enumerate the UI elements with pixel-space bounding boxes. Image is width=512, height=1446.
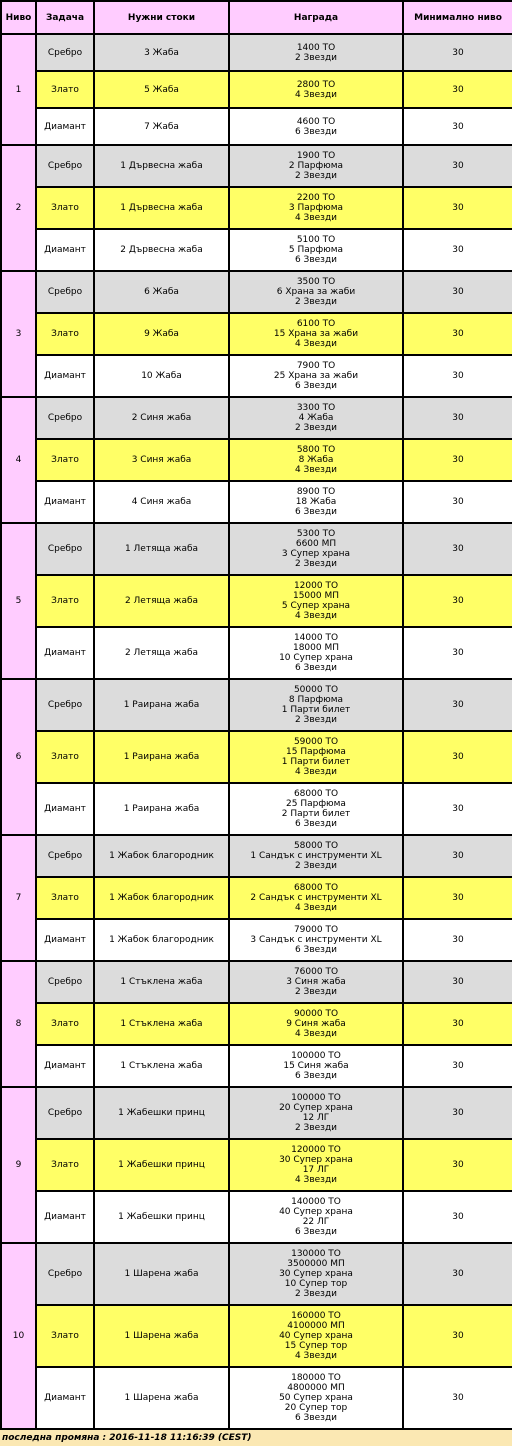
min-level-cell: 30 [403,187,512,229]
reward-cell [229,961,403,1003]
last-modified: последна промяна : 2016-11-18 11:16:39 (CEST) [2,1433,252,1443]
task-cell: Злато [36,71,94,108]
reward-line: 180000 ТО [291,1373,341,1383]
reward-line: 2 Звезди [294,559,338,569]
reward-line: 30 Супер храна [279,1155,353,1165]
task-cell: Злато [36,731,94,783]
reward-line: 100000 ТО [291,1093,341,1103]
reward-line: 40 Супер храна [279,1331,353,1341]
min-level-cell: 30 [403,439,512,481]
task-cell: Диамант [36,1045,94,1087]
reward-cell [229,229,403,271]
reward-line: 6 Звезди [294,126,338,137]
reward-line: 22 ЛГ [302,1217,330,1227]
table-row [1,397,512,439]
reward-cell [229,1191,403,1243]
table-row [1,313,512,355]
reward-line: 4100000 МП [287,1321,345,1331]
table-row [1,71,512,108]
reward-line: 160000 ТО [291,1311,341,1321]
reward-line: 10 Супер тор [284,1279,348,1289]
goods-cell: 1 Шарена жаба [94,1367,229,1429]
table-row [1,1305,512,1367]
reward-line: 2 Звезди [294,297,338,307]
goods-cell: 6 Жаба [94,271,229,313]
goods-cell: 1 Жабешки принц [94,1087,229,1139]
reward-line: 50 Супер храна [279,1393,353,1403]
reward-line: 15 Парфюма [286,747,346,757]
reward-line: 4 Звезди [294,1029,338,1039]
reward-line: 6 Звезди [294,1227,338,1237]
reward-line: 4 Звезди [294,465,338,475]
task-cell: Злато [36,1003,94,1045]
goods-cell: 3 Жаба [94,34,229,71]
level-cell: 8 [1,961,36,1087]
header-level: Ниво [1,1,36,34]
reward-line: 3 Сандък с инструменти XL [250,935,382,945]
reward-line: 2 Звезди [294,987,338,997]
reward-cell [229,145,403,187]
reward-cell [229,835,403,877]
reward-cell [229,1045,403,1087]
table-row [1,229,512,271]
header-reward: Награда [229,1,403,34]
min-level-cell: 30 [403,731,512,783]
reward-line: 68000 ТО [293,789,339,799]
goods-cell: 1 Жабок благородник [94,877,229,919]
reward-line: 4800000 МП [287,1383,345,1393]
reward-line: 3500 ТО [296,277,336,287]
reward-line: 20 Супер храна [279,1103,353,1113]
table-row [1,1003,512,1045]
level-cell: 10 [1,1243,36,1429]
reward-line: 58000 ТО [293,841,339,851]
table-row [1,108,512,145]
task-cell: Сребро [36,961,94,1003]
level-cell: 9 [1,1087,36,1243]
reward-cell [229,313,403,355]
min-level-cell: 30 [403,34,512,71]
table-row [1,439,512,481]
reward-line: 25 Парфюма [286,799,346,809]
reward-line: 90000 ТО [293,1009,339,1019]
reward-line: 6 Звезди [294,1413,338,1423]
reward-line: 130000 ТО [291,1249,341,1259]
reward-line: 50000 ТО [293,685,339,695]
reward-line: 6 Звезди [294,945,338,955]
task-cell: Диамант [36,783,94,835]
task-cell: Диамант [36,355,94,397]
reward-line: 25 Храна за жаби [273,371,359,381]
reward-line: 15 Супер тор [284,1341,348,1351]
header-task: Задача [36,1,94,34]
min-level-cell: 30 [403,835,512,877]
table-body [1,34,512,1429]
reward-cell [229,731,403,783]
table-row [1,481,512,523]
task-cell: Сребро [36,145,94,187]
reward-line: 2 Звезди [294,1123,338,1133]
task-cell: Диамант [36,108,94,145]
table-row [1,1139,512,1191]
reward-line: 2 Звезди [294,715,338,725]
reward-line: 15 Синя жаба [283,1061,349,1071]
min-level-cell: 30 [403,1367,512,1429]
task-cell: Сребро [36,835,94,877]
goods-cell: 1 Жабешки принц [94,1191,229,1243]
table-row [1,34,512,71]
task-cell: Сребро [36,523,94,575]
goods-cell: 1 Жабешки принц [94,1139,229,1191]
reward-cell [229,355,403,397]
reward-line: 1 Парти билет [281,705,351,715]
table-row [1,679,512,731]
reward-line: 5800 ТО [296,445,336,455]
task-cell: Диамант [36,627,94,679]
reward-cell [229,1087,403,1139]
reward-cell [229,1139,403,1191]
reward-line: 3 Синя жаба [286,977,346,987]
reward-line: 4600 ТО [296,116,336,127]
task-cell: Диамант [36,1191,94,1243]
reward-cell [229,71,403,108]
goods-cell: 1 Стъклена жаба [94,1003,229,1045]
task-cell: Диамант [36,1367,94,1429]
reward-line: 3500000 МП [287,1259,345,1269]
min-level-cell: 30 [403,108,512,145]
table-row [1,523,512,575]
reward-line: 6 Звезди [294,663,338,673]
reward-line: 4 Звезди [294,1351,338,1361]
reward-line: 30 Супер храна [279,1269,353,1279]
table-row [1,187,512,229]
reward-line: 79000 ТО [293,925,339,935]
reward-cell [229,397,403,439]
goods-cell: 1 Летяща жаба [94,523,229,575]
reward-line: 1 Парти билет [281,757,351,767]
reward-line: 10 Супер храна [279,653,353,663]
task-cell: Сребро [36,1087,94,1139]
min-level-cell: 30 [403,1003,512,1045]
reward-line: 5 Супер храна [281,601,351,611]
min-level-cell: 30 [403,1087,512,1139]
reward-line: 18 Жаба [295,497,337,507]
reward-line: 4 Звезди [294,611,338,621]
level-cell: 6 [1,679,36,835]
goods-cell: 1 Жабок благородник [94,919,229,961]
table-row [1,1045,512,1087]
task-cell: Диамант [36,229,94,271]
task-cell: Диамант [36,481,94,523]
reward-line: 5100 ТО [296,235,336,245]
reward-cell [229,187,403,229]
reward-line: 4 Звезди [294,339,338,349]
reward-line: 3 Парфюма [288,203,344,213]
goods-cell: 2 Летяща жаба [94,627,229,679]
header-goods: Нужни стоки [94,1,229,34]
reward-cell [229,1305,403,1367]
reward-cell [229,679,403,731]
table-row [1,1191,512,1243]
reward-line: 4 Звезди [294,767,338,777]
task-cell: Злато [36,877,94,919]
min-level-cell: 30 [403,313,512,355]
task-cell: Диамант [36,919,94,961]
reward-line: 2 Парфюма [288,161,344,171]
table-row [1,145,512,187]
task-cell: Сребро [36,34,94,71]
reward-line: 1400 ТО [296,42,336,53]
reward-line: 140000 ТО [291,1197,341,1207]
min-level-cell: 30 [403,1243,512,1305]
reward-line: 14000 ТО [293,633,339,643]
goods-cell: 1 Шарена жаба [94,1243,229,1305]
min-level-cell: 30 [403,783,512,835]
table-row [1,1087,512,1139]
task-cell: Злато [36,187,94,229]
table-row [1,961,512,1003]
min-level-cell: 30 [403,1191,512,1243]
table-row [1,627,512,679]
table-row [1,783,512,835]
task-cell: Сребро [36,397,94,439]
min-level-cell: 30 [403,271,512,313]
goods-cell: 2 Дървесна жаба [94,229,229,271]
reward-cell [229,108,403,145]
table-row [1,877,512,919]
goods-cell: 1 Стъклена жаба [94,1045,229,1087]
reward-line: 2200 ТО [296,193,336,203]
goods-cell: 1 Раирана жаба [94,783,229,835]
min-level-cell: 30 [403,1305,512,1367]
reward-cell [229,1003,403,1045]
table-row [1,575,512,627]
reward-line: 12 ЛГ [302,1113,330,1123]
reward-line: 6 Храна за жаби [276,287,356,297]
level-cell: 2 [1,145,36,271]
reward-cell [229,523,403,575]
min-level-cell: 30 [403,627,512,679]
reward-cell [229,271,403,313]
task-cell: Сребро [36,271,94,313]
reward-line: 1900 ТО [296,151,336,161]
reward-line: 2 Звезди [294,1289,338,1299]
task-cell: Злато [36,439,94,481]
reward-line: 6 Звезди [294,819,338,829]
reward-cell [229,877,403,919]
reward-line: 15000 МП [292,591,340,601]
reward-line: 76000 ТО [293,967,339,977]
reward-line: 2 Звезди [294,52,338,63]
level-cell: 1 [1,34,36,145]
table-row [1,919,512,961]
reward-cell [229,439,403,481]
min-level-cell: 30 [403,145,512,187]
reward-line: 2 Звезди [294,171,338,181]
reward-line: 3 Супер храна [281,549,351,559]
reward-line: 59000 ТО [293,737,339,747]
reward-line: 7900 ТО [296,361,336,371]
reward-line: 6100 ТО [296,319,336,329]
reward-line: 12000 ТО [293,581,339,591]
reward-line: 17 ЛГ [302,1165,330,1175]
reward-line: 8 Жаба [298,455,334,465]
reward-line: 4 Жаба [298,413,334,423]
reward-line: 4 Звезди [294,89,338,100]
header-min-level: Минимално ниво [403,1,512,34]
reward-line: 8900 ТО [296,487,336,497]
reward-line: 8 Парфюма [288,695,344,705]
goods-cell: 9 Жаба [94,313,229,355]
min-level-cell: 30 [403,481,512,523]
table-row [1,835,512,877]
reward-line: 6 Звезди [294,255,338,265]
goods-cell: 2 Летяща жаба [94,575,229,627]
reward-cell [229,575,403,627]
reward-line: 2 Парти билет [281,809,351,819]
min-level-cell: 30 [403,397,512,439]
goods-cell: 1 Дървесна жаба [94,145,229,187]
min-level-cell: 30 [403,919,512,961]
task-cell: Злато [36,313,94,355]
reward-line: 4 Звезди [294,903,338,913]
table-row [1,355,512,397]
reward-line: 100000 ТО [291,1051,341,1061]
table-row [1,271,512,313]
reward-line: 2 Сандък с инструменти XL [250,893,382,903]
reward-line: 6 Звезди [294,1071,338,1081]
reward-line: 2 Звезди [294,861,338,871]
reward-line: 3300 ТО [296,403,336,413]
task-cell: Злато [36,1305,94,1367]
goods-cell: 1 Стъклена жаба [94,961,229,1003]
min-level-cell: 30 [403,71,512,108]
goods-cell: 4 Синя жаба [94,481,229,523]
goods-cell: 5 Жаба [94,71,229,108]
reward-cell [229,481,403,523]
reward-cell [229,1367,403,1429]
min-level-cell: 30 [403,1139,512,1191]
reward-cell [229,34,403,71]
reward-line: 4 Звезди [294,213,338,223]
min-level-cell: 30 [403,523,512,575]
reward-line: 40 Супер храна [279,1207,353,1217]
reward-line: 5300 ТО [296,529,336,539]
reward-line: 6 Звезди [294,381,338,391]
reward-line: 2800 ТО [296,79,336,90]
reward-line: 4 Звезди [294,1175,338,1185]
min-level-cell: 30 [403,229,512,271]
goods-cell: 1 Шарена жаба [94,1305,229,1367]
min-level-cell: 30 [403,1045,512,1087]
level-cell: 7 [1,835,36,961]
header-row [1,1,512,34]
reward-line: 6600 МП [295,539,337,549]
reward-line: 2 Звезди [294,423,338,433]
task-cell: Сребро [36,1243,94,1305]
min-level-cell: 30 [403,877,512,919]
table-row [1,1243,512,1305]
reward-line: 6 Звезди [294,507,338,517]
reward-line: 18000 МП [292,643,340,653]
goods-cell: 10 Жаба [94,355,229,397]
level-cell: 3 [1,271,36,397]
level-cell: 5 [1,523,36,679]
min-level-cell: 30 [403,575,512,627]
reward-line: 1 Сандък с инструменти XL [250,851,382,861]
level-cell: 4 [1,397,36,523]
reward-line: 68000 ТО [293,883,339,893]
goods-cell: 7 Жаба [94,108,229,145]
reward-line: 20 Супер тор [284,1403,348,1413]
reward-cell [229,919,403,961]
task-cell: Злато [36,575,94,627]
reward-line: 15 Храна за жаби [273,329,359,339]
table-row [1,1367,512,1429]
goods-cell: 1 Раирана жаба [94,679,229,731]
task-cell: Сребро [36,679,94,731]
goods-cell: 1 Жабок благородник [94,835,229,877]
goods-cell: 2 Синя жаба [94,397,229,439]
task-cell: Злато [36,1139,94,1191]
reward-cell [229,783,403,835]
goods-cell: 1 Раирана жаба [94,731,229,783]
reward-line: 9 Синя жаба [286,1019,346,1029]
reward-cell [229,1243,403,1305]
reward-cell [229,627,403,679]
goods-cell: 1 Дървесна жаба [94,187,229,229]
table-row [1,731,512,783]
reward-line: 5 Парфюма [288,245,344,255]
min-level-cell: 30 [403,961,512,1003]
min-level-cell: 30 [403,355,512,397]
reward-line: 120000 ТО [291,1145,341,1155]
goods-cell: 3 Синя жаба [94,439,229,481]
min-level-cell: 30 [403,679,512,731]
